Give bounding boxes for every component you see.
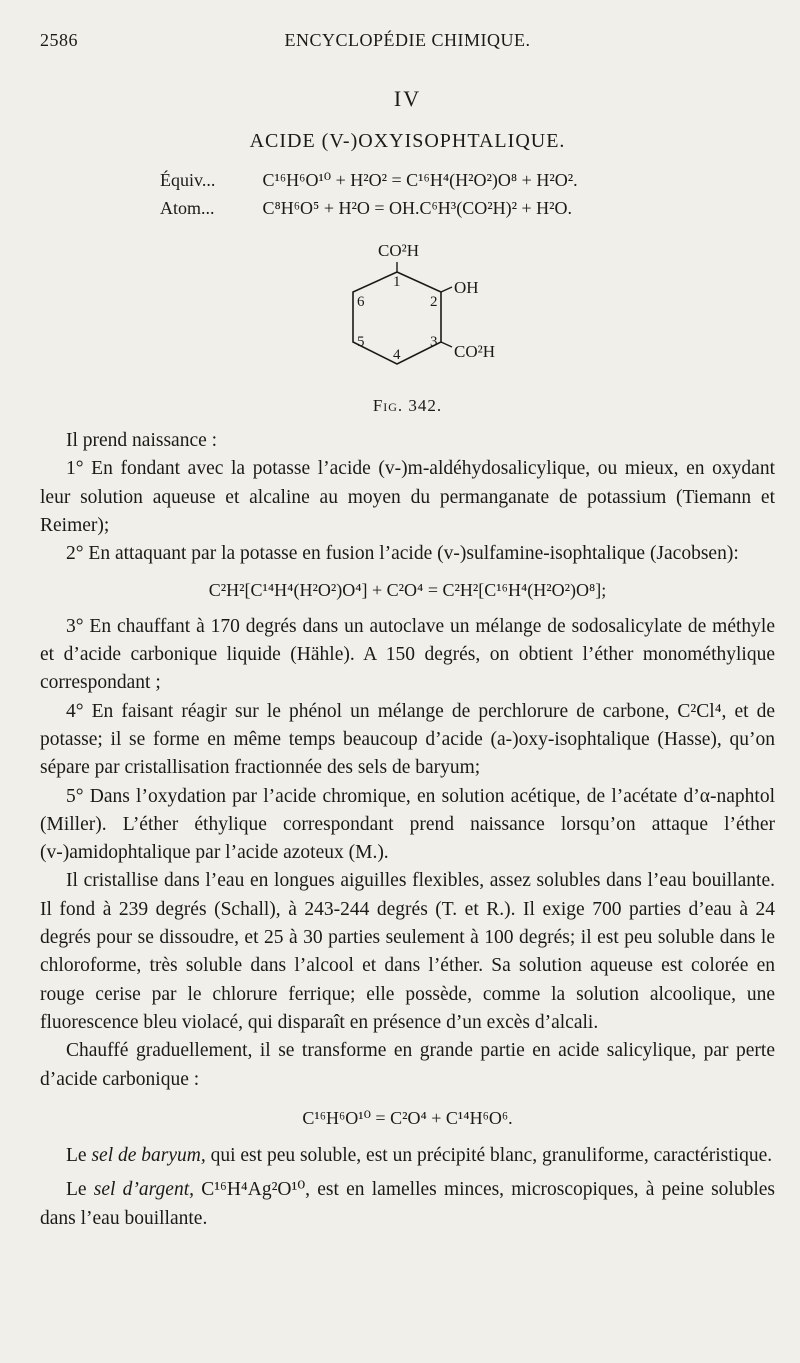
paragraph-9 <box>40 1176 775 1233</box>
equiv-formula-row <box>160 170 578 191</box>
equiv-label: Équiv... <box>160 170 216 190</box>
right-group-label-2: CO²H <box>454 342 495 361</box>
benzene-ring-figure <box>300 230 540 390</box>
position-2: 2 <box>430 294 438 310</box>
paragraph-8-lead: Le <box>66 1145 92 1167</box>
position-5: 5 <box>357 334 365 350</box>
position-4: 4 <box>393 347 401 363</box>
equiv-formula: C¹⁶H⁶O¹⁰ + H²O² = C¹⁶H⁴(H²O²)O⁸ + H²O². <box>262 170 578 190</box>
page-number: 2586 <box>40 30 78 50</box>
paragraph-3: 3° En chauffant à 170 degrés dans un autoclave un mélange de sodosalicylate de méthyle et d’acide carbonique liquide (Hähle). A 150 degrés, on obtient l’éther monométhylique correspondant ; <box>40 615 775 694</box>
body-text <box>40 427 775 1233</box>
paragraph-1: 1° En fondant avec la potasse l’acide (v-)m-aldéhydosalicylique, ou mieux, en oxydant leur solution aqueuse et alcaline au moyen du permanganate de potassium (Tiemann et Reimer); <box>40 458 775 536</box>
position-3: 3 <box>430 334 438 350</box>
term-sel-de-baryum: sel de baryum, <box>91 1145 206 1167</box>
paragraph-8-rest: qui est peu soluble, est un précipité blanc, granuliforme, caractéristique. <box>205 1145 773 1167</box>
section-number: IV <box>393 86 422 111</box>
paragraph-8 <box>40 1142 775 1170</box>
page-header <box>40 30 775 56</box>
section-title: ACIDE (V-)OXYISOPHTALIQUE. <box>249 130 566 152</box>
paragraph-6: Il cristallise dans l’eau en longues aiguilles flexibles, assez solubles dans l’eau bouillante. Il fond à 239 degrés (Schall), à 243-244 degrés (T. et R.). Il exige 700 parties d’eau à 24 degrés pour se dissoudre, et 25 à 30 parties seulement à 100 degrés; il est peu soluble dans le chloroforme, très soluble dans l’alcool et dans l’éther. Sa solution aqueuse est colorée en rouge cerise par le chlorure ferrique; elle possède, comme la solution alcoolique, une fluorescence bleu violacé, qui disparaît en présence d’un excès d’alcali. <box>40 870 775 1033</box>
position-6: 6 <box>357 294 365 310</box>
position-1: 1 <box>393 274 401 290</box>
oh-bond <box>441 287 452 292</box>
paragraph-5: 5° Dans l’oxydation par l’acide chromique, en solution acétique, de l’acétate d’α-naphtol (Miller). L’éther éthylique correspondant prend naissance lorsqu’on attaque l’éther (v-)amidophtalique par l’acide azoteux (M.). <box>40 785 775 864</box>
term-sel-d-argent: sel d’argent, <box>93 1179 194 1201</box>
atom-formula-row <box>160 198 572 219</box>
paragraph-intro: Il prend naissance : <box>66 430 218 451</box>
paragraph-2: 2° En attaquant par la potasse en fusion l’acide (v-)sulfamine-isophtalique (Jacobsen): <box>66 543 739 565</box>
paragraph-4: 4° En faisant réagir sur le phénol un mélange de perchlorure de carbone, C²Cl⁴, et de potasse; il se forme en même temps beaucoup d’acide (a-)oxy-isophtalique (Hasse), qu’on sépare par cristallisation fractionnée des sels de baryum; <box>40 700 775 779</box>
running-title: ENCYCLOPÉDIE CHIMIQUE. <box>284 30 531 50</box>
atom-label: Atom... <box>160 198 215 218</box>
paragraph-7: Chauffé graduellement, il se transforme en grande partie en acide salicylique, par perte d’acide carbonique : <box>40 1040 775 1090</box>
co2h-bond <box>441 342 452 347</box>
top-group-label: CO²H <box>378 241 419 260</box>
figure-caption: Fig. 342. <box>372 396 443 415</box>
right-group-label-1: OH <box>454 278 479 297</box>
paragraph-9-lead: Le <box>66 1179 94 1201</box>
equation-2: C¹⁶H⁶O¹⁰ = C²O⁴ + C¹⁴H⁶O⁶. <box>302 1107 513 1128</box>
atom-formula: C⁸H⁶O⁵ + H²O = OH.C⁶H³(CO²H)² + H²O. <box>262 198 573 218</box>
equation-1: C²H²[C¹⁴H⁴(H²O²)O⁴] + C²O⁴ = C²H²[C¹⁶H⁴(H²O²)O⁸]; <box>208 580 607 601</box>
paragraph-9-rest: C¹⁶H⁴Ag²O¹⁰, est en lamelles minces, microscopiques, à peine solubles dans l’eau bouillante. <box>40 1179 775 1229</box>
